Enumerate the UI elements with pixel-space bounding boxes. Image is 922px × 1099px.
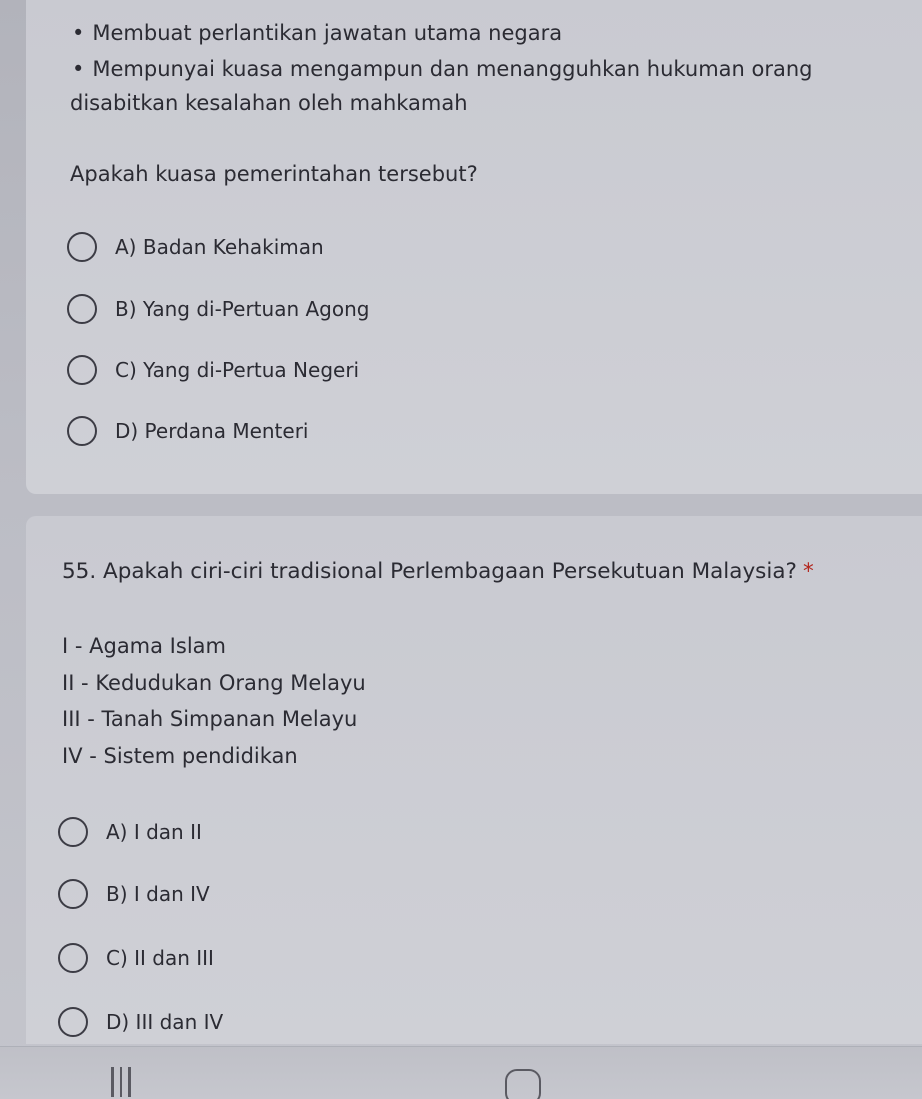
statement-item: III - Tanah Simpanan Melayu	[62, 707, 358, 731]
radio-button[interactable]	[58, 943, 88, 973]
home-icon[interactable]	[505, 1069, 541, 1099]
statement-bullet: • Membuat perlantikan jawatan utama negara	[72, 20, 562, 46]
radio-button[interactable]	[67, 232, 97, 262]
radio-button[interactable]	[58, 1007, 88, 1037]
option-label: D) Perdana Menteri	[115, 419, 309, 443]
radio-option-c[interactable]	[58, 941, 214, 975]
question-prompt: Apakah kuasa pemerintahan tersebut?	[70, 162, 478, 186]
radio-option-b[interactable]	[58, 877, 210, 911]
option-label: B) I dan IV	[106, 882, 210, 906]
radio-option-a[interactable]	[58, 815, 202, 849]
option-label: D) III dan IV	[106, 1010, 224, 1034]
radio-button[interactable]	[67, 355, 97, 385]
statement-item: I - Agama Islam	[62, 634, 226, 658]
required-asterisk: *	[802, 559, 814, 584]
option-label: C) II dan III	[106, 946, 214, 970]
radio-button[interactable]	[67, 294, 97, 324]
radio-option-b[interactable]	[67, 292, 369, 326]
radio-option-d[interactable]	[67, 414, 309, 448]
statement-bullet: • Mempunyai kuasa mengampun dan menangguhkan hukuman orang	[72, 56, 813, 82]
radio-option-c[interactable]	[67, 353, 359, 387]
option-label: A) I dan II	[106, 820, 202, 844]
option-label: B) Yang di-Pertuan Agong	[115, 297, 370, 321]
statement-continuation: disabitkan kesalahan oleh mahkamah	[70, 91, 468, 115]
radio-option-d[interactable]	[58, 1005, 223, 1039]
question-title	[62, 559, 814, 585]
radio-option-a[interactable]	[67, 230, 324, 264]
option-label: A) Badan Kehakiman	[115, 235, 324, 259]
question-title-text: 55. Apakah ciri-ciri tradisional Perlembagaan Persekutuan Malaysia?	[62, 559, 797, 584]
option-label: C) Yang di-Pertua Negeri	[115, 358, 360, 382]
radio-button[interactable]	[58, 817, 88, 847]
recent-apps-icon[interactable]	[108, 1067, 134, 1097]
radio-button[interactable]	[67, 416, 97, 446]
statement-item: II - Kedudukan Orang Melayu	[62, 671, 366, 695]
statement-item: IV - Sistem pendidikan	[62, 744, 298, 768]
navigation-bar	[0, 1046, 922, 1099]
radio-button[interactable]	[58, 879, 88, 909]
